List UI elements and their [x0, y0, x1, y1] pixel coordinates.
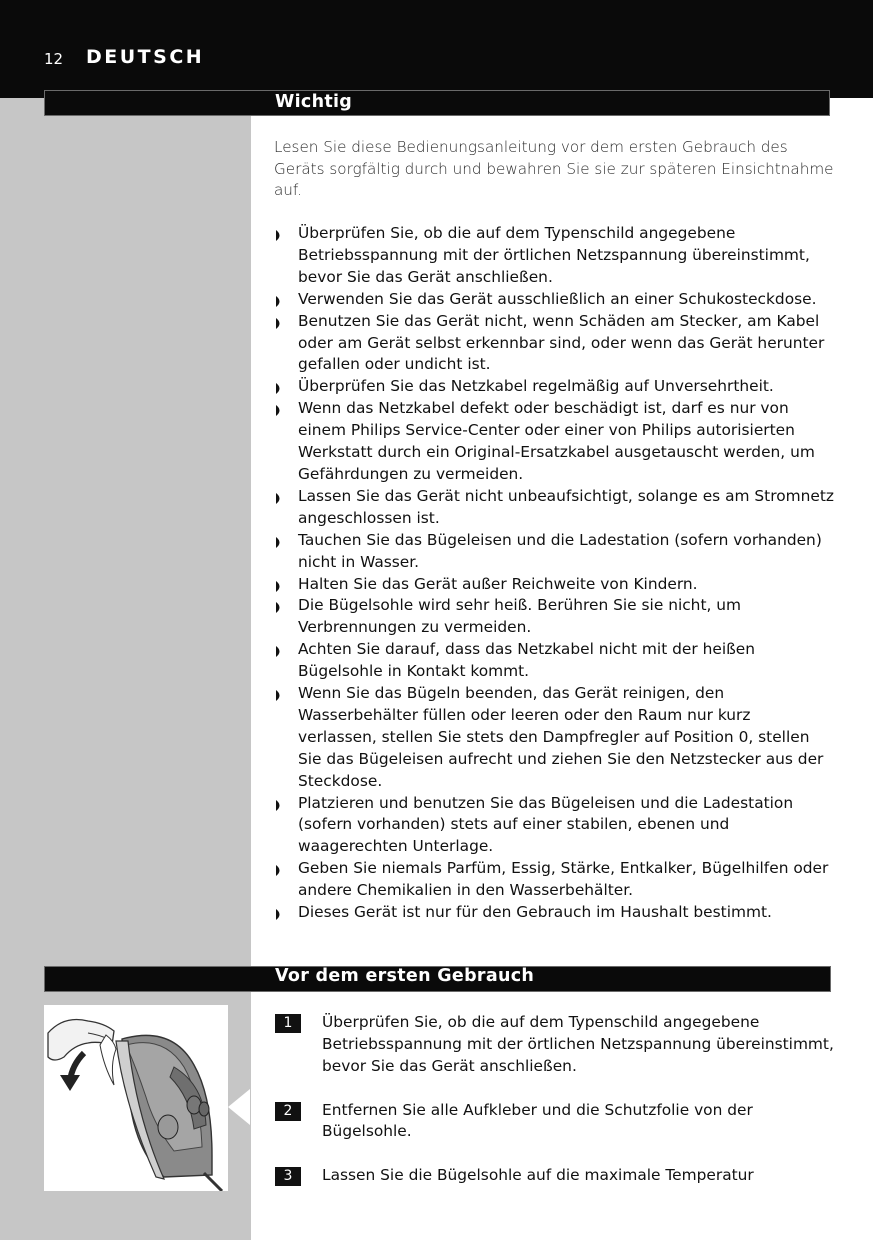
step-number: 2 — [275, 1102, 301, 1121]
iron-drawing-icon — [44, 1005, 228, 1191]
list-item — [274, 683, 834, 793]
bullet-text: Lassen Sie das Gerät nicht unbeaufsichtigt, solange es am Stromnetz angeschlossen ist. — [298, 486, 834, 527]
bullet-text: Benutzen Sie das Gerät nicht, wenn Schäden am Stecker, am Kabel oder am Gerät selbst erkennbar sind, oder wenn das Gerät herunter gefallen oder undicht ist. — [298, 311, 825, 374]
section-title-vor-gebrauch: Vor dem ersten Gebrauch — [275, 966, 535, 986]
bullet-icon — [276, 296, 283, 307]
bullet-text: Halten Sie das Gerät außer Reichweite von Kindern. — [298, 574, 698, 593]
step-text: Entfernen Sie alle Aufkleber und die Schutzfolie von der Bügelsohle. — [322, 1100, 753, 1141]
bullet-text: Dieses Gerät ist nur für den Gebrauch im Haushalt bestimmt. — [298, 903, 772, 922]
bullet-icon — [276, 646, 283, 657]
bullet-icon — [276, 581, 283, 592]
step-text: Lassen Sie die Bügelsohle auf die maximale Temperatur — [322, 1166, 754, 1185]
step-number: 1 — [275, 1014, 301, 1033]
list-item — [274, 398, 834, 486]
setup-steps — [275, 1012, 835, 1209]
list-item — [274, 289, 834, 311]
bullet-text: Platzieren und benutzen Sie das Bügeleisen und die Ladestation (sofern vorhanden) stets auf einer stabilen, ebenen und waagerechten Unterlage. — [298, 793, 794, 856]
bullet-text: Wenn das Netzkabel defekt oder beschädigt ist, darf es nur von einem Philips Service-Center oder einer von Philips autorisierten Werkstatt durch ein Original-Ersatzkabel ausgetauscht werden, um Gefährdungen zu vermeiden. — [298, 399, 815, 483]
bullet-icon — [276, 405, 283, 416]
list-item — [274, 595, 834, 639]
list-item — [274, 902, 834, 924]
bullet-text: Überprüfen Sie das Netzkabel regelmäßig auf Unversehrtheit. — [298, 377, 774, 396]
list-item — [274, 530, 834, 574]
list-item — [274, 793, 834, 859]
bullet-icon — [276, 383, 283, 394]
step-item — [275, 1012, 835, 1078]
step-item — [275, 1100, 835, 1144]
bullet-text: Die Bügelsohle wird sehr heiß. Berühren Sie sie nicht, um Verbrennungen zu vermeiden. — [298, 596, 742, 637]
section-bar-wichtig — [44, 90, 830, 116]
bullet-icon — [276, 800, 283, 811]
bullet-icon — [276, 865, 283, 876]
bullet-icon — [276, 537, 283, 548]
bullet-text: Wenn Sie das Bügeln beenden, das Gerät reinigen, den Wasserbehälter füllen oder leeren oder den Raum nur kurz verlassen, stellen Sie stets den Dampfregler auf Position 0, stellen Sie das Bügeleisen aufrecht und ziehen Sie den Netzstecker aus der Steckdose. — [298, 684, 824, 790]
list-item — [274, 858, 834, 902]
bullet-icon — [276, 493, 283, 504]
page-number: 12 — [44, 50, 64, 68]
step-item — [275, 1165, 835, 1187]
bullet-icon — [276, 690, 283, 701]
list-item — [274, 574, 834, 596]
list-item — [274, 639, 834, 683]
list-item — [274, 311, 834, 377]
bullet-text: Geben Sie niemals Parfüm, Essig, Stärke, Entkalker, Bügelhilfen oder andere Chemikalien in den Wasserbehälter. — [298, 859, 829, 900]
safety-bullet-list — [274, 223, 834, 924]
bullet-text: Achten Sie darauf, dass das Netzkabel nicht mit der heißen Bügelsohle in Kontakt kommt. — [298, 640, 756, 681]
bullet-icon — [276, 909, 283, 920]
bullet-icon — [276, 602, 283, 613]
list-item — [274, 376, 834, 398]
step-number: 3 — [275, 1167, 301, 1186]
section-title-wichtig: Wichtig — [275, 92, 353, 112]
language-heading: DEUTSCH — [86, 46, 205, 68]
step-text: Überprüfen Sie, ob die auf dem Typenschild angegebene Betriebsspannung mit der örtlichen Netzspannung übereinstimmt, bevor Sie das Gerät anschließen. — [322, 1013, 834, 1075]
list-item — [274, 486, 834, 530]
intro-paragraph: Lesen Sie diese Bedienungsanleitung vor dem ersten Gebrauch des Geräts sorgfältig durch und bewahren Sie sie zur späteren Einsichtnahme auf. — [274, 138, 834, 199]
iron-illustration — [44, 1005, 228, 1191]
bullet-text: Verwenden Sie das Gerät ausschließlich an einer Schukosteckdose. — [298, 289, 817, 308]
figure-pointer — [228, 1089, 250, 1125]
bullet-text: Tauchen Sie das Bügeleisen und die Ladestation (sofern vorhanden) nicht in Wasser. — [298, 530, 822, 571]
bullet-icon — [276, 318, 283, 329]
bullet-text: Überprüfen Sie, ob die auf dem Typenschild angegebene Betriebsspannung mit der örtlichen Netzspannung übereinstimmt, bevor Sie das Gerät anschließen. — [298, 224, 810, 286]
list-item — [274, 223, 834, 289]
bullet-icon — [276, 230, 283, 241]
